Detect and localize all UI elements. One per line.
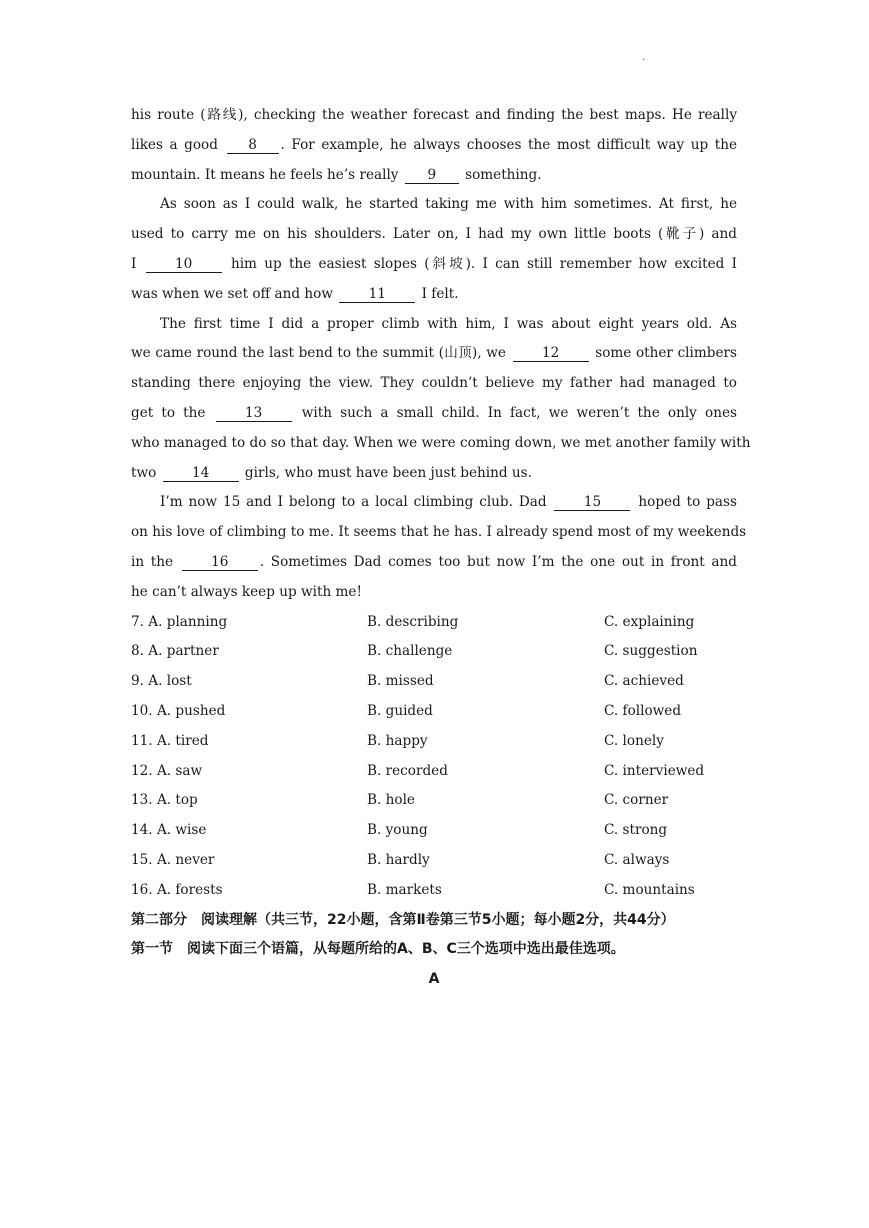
passage-text: who managed to do so that day. When we were coming down, we met another family with — [131, 434, 751, 451]
option-b: B. young — [367, 822, 428, 839]
passage-line — [131, 131, 737, 161]
blank-9: 9 — [405, 167, 459, 184]
option-b: B. describing — [367, 613, 459, 630]
passage-text: I felt. — [417, 285, 459, 302]
option-a: 16. A. forests — [131, 881, 223, 898]
option-row — [131, 608, 737, 638]
blank-10: 10 — [146, 256, 222, 273]
passage-label: A — [428, 971, 440, 988]
option-a: 7. A. planning — [131, 613, 228, 630]
option-a: 13. A. top — [131, 792, 198, 809]
option-c: C. suggestion — [604, 643, 698, 660]
blank-15: 15 — [554, 494, 630, 511]
option-c: C. explaining — [604, 613, 695, 630]
passage-line — [131, 429, 751, 459]
option-row — [131, 667, 737, 697]
blank-12: 12 — [513, 345, 589, 362]
option-c: C. corner — [604, 792, 669, 809]
passage-text: . For example, he always chooses the most difficult way up the — [280, 136, 738, 153]
option-b: B. happy — [367, 732, 428, 749]
passage-line — [131, 369, 737, 399]
passage-line — [131, 518, 747, 548]
passage-line — [131, 310, 737, 340]
passage-line — [131, 488, 737, 518]
option-c: C. achieved — [604, 673, 684, 690]
passage-line — [131, 101, 737, 131]
passage-text: he can’t always keep up with me! — [131, 583, 362, 600]
passage-line — [131, 399, 737, 429]
option-c: C. mountains — [604, 881, 695, 898]
passage-line — [131, 190, 737, 220]
passage-text: used to carry me on his shoulders. Later on, I had my own little boots (靴子) and — [131, 226, 737, 243]
blank-13: 13 — [216, 405, 292, 422]
passage-text: with such a small child. In fact, we weren’t the only ones — [293, 404, 737, 421]
blank-11: 11 — [339, 286, 415, 303]
option-row — [131, 846, 737, 876]
passage-line — [131, 220, 737, 250]
passage-text: in the — [131, 553, 180, 570]
option-c: C. interviewed — [604, 762, 705, 779]
option-a: 8. A. partner — [131, 643, 219, 660]
section2-heading: 第二部分 阅读理解（共三节，22小题，含第Ⅱ卷第三节5小题；每小题2分，共44分） — [131, 911, 675, 928]
passage-text: I — [131, 255, 144, 272]
passage-text: on his love of climbing to me. It seems that he has. I already spend most of my weekends — [131, 524, 747, 541]
option-b: B. hardly — [367, 851, 430, 868]
passage-text: I’m now 15 and I belong to a local climbing club. Dad — [160, 494, 553, 511]
option-row — [131, 757, 737, 787]
passage-text: mountain. It means he feels he’s really — [131, 166, 403, 183]
option-c: C. always — [604, 851, 670, 868]
passage-text: something. — [460, 166, 542, 183]
option-b: B. guided — [367, 702, 433, 719]
passage-text: we came round the last bend to the summit (山顶), we — [131, 345, 511, 362]
passage-text: standing there enjoying the view. They couldn’t believe my father had managed to — [131, 375, 737, 392]
cloze-options — [131, 608, 737, 906]
passage-line — [131, 548, 737, 578]
passage-line — [131, 339, 737, 369]
option-b: B. missed — [367, 673, 434, 690]
passage-text: was when we set off and how — [131, 285, 338, 302]
option-row — [131, 697, 737, 727]
passage-text: two — [131, 464, 161, 481]
blank-14: 14 — [163, 465, 239, 482]
passage-line — [131, 459, 737, 489]
option-a: 9. A. lost — [131, 673, 192, 690]
passage-line — [131, 250, 737, 280]
option-c: C. followed — [604, 702, 682, 719]
passage-text: The first time I did a proper climb with him, I was about eight years old. As — [160, 315, 737, 332]
option-c: C. lonely — [604, 732, 664, 749]
option-b: B. recorded — [367, 762, 448, 779]
blank-16: 16 — [182, 554, 258, 571]
option-row — [131, 637, 737, 667]
option-row — [131, 786, 737, 816]
passage-text: likes a good — [131, 136, 225, 153]
option-b: B. challenge — [367, 643, 453, 660]
option-a: 11. A. tired — [131, 732, 209, 749]
option-b: B. hole — [367, 792, 415, 809]
option-b: B. markets — [367, 881, 442, 898]
corner-mark: . — [642, 52, 646, 63]
option-a: 12. A. saw — [131, 762, 203, 779]
passage-line — [131, 578, 737, 608]
passage-text: get to the — [131, 404, 214, 421]
passage-text: some other climbers — [590, 345, 737, 362]
exam-page — [131, 101, 751, 995]
passage-text: . Sometimes Dad comes too but now I’m the one out in front and — [259, 553, 737, 570]
passage-line — [131, 161, 737, 191]
option-row — [131, 876, 737, 906]
blank-8: 8 — [227, 137, 279, 154]
option-a: 14. A. wise — [131, 822, 207, 839]
option-a: 10. A. pushed — [131, 702, 226, 719]
option-row — [131, 816, 737, 846]
option-row — [131, 727, 737, 757]
option-c: C. strong — [604, 822, 668, 839]
option-a: 15. A. never — [131, 851, 215, 868]
cloze-passage — [131, 101, 751, 608]
passage-text: girls, who must have been just behind us. — [240, 464, 532, 481]
section1-heading: 第一节 阅读下面三个语篇，从每题所给的A、B、C三个选项中选出最佳选项。 — [131, 941, 625, 958]
passage-text: As soon as I could walk, he started taking me with him sometimes. At first, he — [160, 196, 737, 213]
passage-text: hoped to pass — [632, 494, 737, 511]
passage-line — [131, 280, 737, 310]
passage-text: him up the easiest slopes (斜坡). I can still remember how excited I — [223, 255, 737, 272]
passage-text: his route (路线), checking the weather forecast and finding the best maps. He really — [131, 107, 737, 123]
